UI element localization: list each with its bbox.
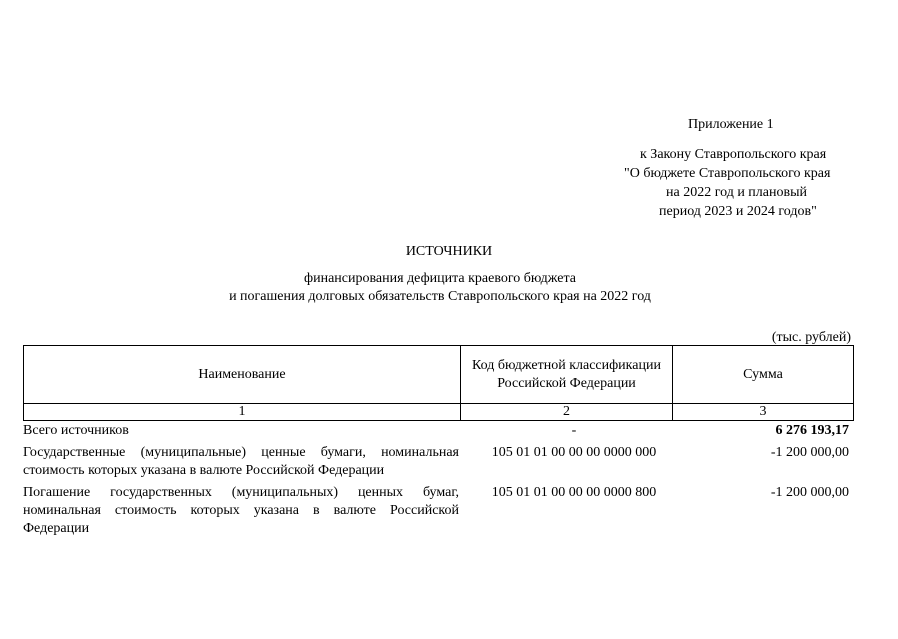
row-name: Государственные (муниципальные) ценные бумаги, номинальная стоимость которых указана в валюте Российской Федерации	[23, 445, 459, 478]
row-name: Погашение государственных (муниципальных) ценных бумаг, номинальная стоимость которых указана в валюте Российской Федерации	[23, 485, 459, 536]
row-amount: -1 200 000,00	[770, 445, 849, 460]
column-number: 1	[24, 404, 461, 421]
subtitle-line: и погашения долговых обязательств Ставропольского края на 2022 год	[229, 289, 651, 304]
header-code: Код бюджетной классификации Российской Федерации	[461, 346, 673, 404]
header-name: Наименование	[24, 346, 461, 404]
row-code: 105 01 01 00 00 00 0000 000	[491, 445, 657, 460]
row-amount: 6 276 193,17	[775, 423, 849, 438]
column-number: 3	[673, 404, 854, 421]
units-label: (тыс. рублей)	[771, 330, 851, 345]
sources-table	[23, 345, 854, 421]
row-name: Всего источников	[23, 423, 129, 438]
appendix-line: период 2023 и 2024 годов"	[659, 204, 817, 219]
subtitle-line: финансирования дефицита краевого бюджета	[304, 271, 576, 286]
row-code: 105 01 01 00 00 00 0000 800	[491, 485, 657, 500]
row-code: -	[571, 423, 577, 438]
appendix-line: к Закону Ставропольского края	[640, 147, 827, 162]
document-subtitle	[0, 270, 880, 306]
header-amount: Сумма	[673, 346, 854, 404]
document-title: ИСТОЧНИКИ	[405, 244, 493, 259]
column-number: 2	[461, 404, 673, 421]
row-amount: -1 200 000,00	[770, 485, 849, 500]
appendix-line: Приложение 1	[688, 117, 774, 132]
appendix-line: на 2022 год и плановый	[666, 185, 808, 200]
appendix-line: "О бюджете Ставропольского края	[624, 166, 831, 181]
